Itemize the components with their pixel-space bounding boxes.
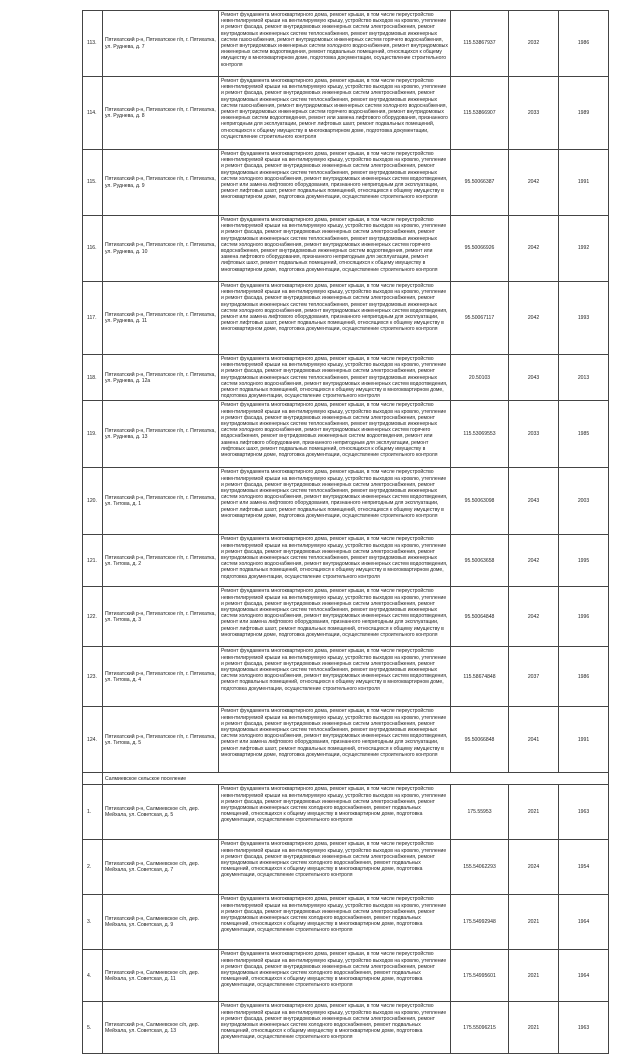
cost-cell: 115.53069553	[451, 401, 509, 468]
table-row	[83, 11, 609, 77]
row-number: 4.	[83, 950, 103, 1002]
address-cell: Пятихатский р-н, Пятихатское г/п, г. Пятихатка, ул. Руднева, д. 8	[103, 77, 219, 150]
table-row	[83, 1002, 609, 1054]
row-number: 117.	[83, 282, 103, 355]
row-number: 116.	[83, 216, 103, 282]
table-row	[83, 895, 609, 950]
works-cell: Ремонт фундамента многоквартирного дома, ремонт крыши, в том числе переустройство невентилируемой крыши на вентилируемую крышу, устройство выходов на кровлю, утепление и ремонт фасада, ремонт внутридомовых инженерных систем электроснабжения, ремонт внутридомовых инженерных систем теплоснабжения, ремонт внутридомовых инженерных систем холодного водоснабжения, ремонт внутридомовых инженерных систем водоотведения, ремонт подвальных помещений, относящихся к общему имуществу в многоквартирном доме, подготовка документации, осуществление строительного контроля	[219, 535, 451, 587]
repair-year-cell: 2021	[509, 950, 559, 1002]
address-cell: Пятихатский р-н, Салмиевское с/п, дер. Мейхала, ул. Советская, д. 11	[103, 950, 219, 1002]
works-cell: Ремонт фундамента многоквартирного дома, ремонт крыши, в том числе переустройство невентилируемой крыши на вентилируемую крышу, устройство выходов на кровлю, утепление и ремонт фасада, ремонт внутридомовых инженерных систем электроснабжения, ремонт внутридомовых инженерных систем холодного водоснабжения, ремонт подвальных помещений, относящихся к общему имуществу в многоквартирном доме, подготовка документации, осуществление строительного контроля	[219, 895, 451, 950]
section-header-row	[83, 773, 609, 785]
table-body-salmievskoe	[83, 785, 609, 1054]
build-year-cell: 2013	[559, 355, 609, 401]
works-cell: Ремонт фундамента многоквартирного дома, ремонт крыши, в том числе переустройство невентилируемой крыши на вентилируемую крышу, устройство выходов на кровлю, утепление и ремонт фасада, ремонт внутридомовых инженерных систем электроснабжения, ремонт внутридомовых инженерных систем теплоснабжения, ремонт внутридомовых инженерных систем холодного водоснабжения, ремонт внутридомовых инженерных систем горячего водоснабжения, ремонт внутридомовых инженерных систем водоотведения, ремонт или замена лифтового оборудования, признанного непригодным для эксплуатации, ремонт лифтовых шахт, ремонт подвальных помещений, относящихся к общему имуществу в многоквартирном доме, подготовка документации, осуществление строительного контроля	[219, 401, 451, 468]
table-body-pyatikhatka-b	[83, 587, 609, 773]
build-year-cell: 1964	[559, 950, 609, 1002]
repair-year-cell: 2021	[509, 895, 559, 950]
section-title: Салмиевское сельское поселение	[103, 773, 609, 785]
address-cell: Пятихатский р-н, Пятихатское г/п, г. Пятихатка, ул. Титова, д. 3	[103, 587, 219, 647]
repair-year-cell: 2021	[509, 785, 559, 840]
cost-cell: 175.54992948	[451, 895, 509, 950]
table-row	[83, 840, 609, 895]
capital-repair-table	[82, 10, 609, 1054]
cost-cell: 95.50063658	[451, 535, 509, 587]
cost-cell: 95.50067117	[451, 282, 509, 355]
row-number: 3.	[83, 895, 103, 950]
table-body-pyatikhatka-a	[83, 11, 609, 587]
works-cell: Ремонт фундамента многоквартирного дома, ремонт крыши, в том числе переустройство невентилируемой крыши на вентилируемую крышу, устройство выходов на кровлю, утепление и ремонт фасада, ремонт внутридомовых инженерных систем электроснабжения, ремонт внутридомовых инженерных систем теплоснабжения, ремонт внутридомовых инженерных систем холодного водоснабжения, ремонт внутридомовых инженерных систем водоотведения, ремонт или замена лифтового оборудования, признанного непригодным для эксплуатации, ремонт лифтовых шахт, ремонт подвальных помещений, относящихся к общему имуществу в многоквартирном доме, подготовка документации, осуществление строительного контроля	[219, 707, 451, 773]
document-page	[82, 10, 608, 1054]
cost-cell: 95.50066387	[451, 150, 509, 216]
repair-year-cell: 2042	[509, 282, 559, 355]
repair-year-cell: 2043	[509, 468, 559, 535]
works-cell: Ремонт фундамента многоквартирного дома, ремонт крыши, в том числе переустройство невентилируемой крыши на вентилируемую крышу, устройство выходов на кровлю, утепление и ремонт фасада, ремонт внутридомовых инженерных систем электроснабжения, ремонт внутридомовых инженерных систем холодного водоснабжения, ремонт подвальных помещений, относящихся к общему имуществу в многоквартирном доме, подготовка документации, осуществление строительного контроля	[219, 1002, 451, 1054]
row-number: 2.	[83, 840, 103, 895]
works-cell: Ремонт фундамента многоквартирного дома, ремонт крыши, в том числе переустройство невентилируемой крыши на вентилируемую крышу, устройство выходов на кровлю, утепление и ремонт фасада, ремонт внутридомовых инженерных систем электроснабжения, ремонт внутридомовых инженерных систем теплоснабжения, ремонт внутридомовых инженерных систем холодного водоснабжения, ремонт внутридомовых инженерных систем горячего водоснабжения, ремонт внутридомовых инженерных систем водоотведения, ремонт или замена лифтового оборудования, признанного непригодным для эксплуатации, ремонт лифтовых шахт, ремонт подвальных помещений, относящихся к общему имуществу в многоквартирном доме, подготовка документации, осуществление строительного контроля	[219, 216, 451, 282]
repair-year-cell: 2037	[509, 647, 559, 707]
address-cell: Пятихатский р-н, Салмиевское с/п, дер. Мейхала, ул. Советская, д. 9	[103, 895, 219, 950]
repair-year-cell: 2033	[509, 401, 559, 468]
build-year-cell: 1954	[559, 840, 609, 895]
cost-cell: 95.50063098	[451, 468, 509, 535]
repair-year-cell: 2042	[509, 587, 559, 647]
build-year-cell: 1986	[559, 647, 609, 707]
build-year-cell: 1963	[559, 1002, 609, 1054]
cost-cell: 95.50066848	[451, 707, 509, 773]
address-cell: Пятихатский р-н, Пятихатское г/п, г. Пятихатка, ул. Руднева, д. 10	[103, 216, 219, 282]
row-number: 115.	[83, 150, 103, 216]
cost-cell: 20.50103	[451, 355, 509, 401]
repair-year-cell: 2021	[509, 1002, 559, 1054]
address-cell: Пятихатский р-н, Пятихатское г/п, г. Пятихатка, ул. Руднева, д. 12а	[103, 355, 219, 401]
section-header-num-cell	[83, 773, 103, 785]
address-cell: Пятихатский р-н, Пятихатское г/п, г. Пятихатка, ул. Титова, д. 4	[103, 647, 219, 707]
works-cell: Ремонт фундамента многоквартирного дома, ремонт крыши, в том числе переустройство невентилируемой крыши на вентилируемую крышу, устройство выходов на кровлю, утепление и ремонт фасада, ремонт внутридомовых инженерных систем электроснабжения, ремонт внутридомовых инженерных систем холодного водоснабжения, ремонт подвальных помещений, относящихся к общему имуществу в многоквартирном доме, подготовка документации, осуществление строительного контроля	[219, 950, 451, 1002]
table-row	[83, 785, 609, 840]
table-row	[83, 587, 609, 647]
build-year-cell: 1964	[559, 895, 609, 950]
address-cell: Пятихатский р-н, Пятихатское г/п, г. Пятихатка, ул. Титова, д. 1	[103, 468, 219, 535]
address-cell: Пятихатский р-н, Пятихатское г/п, г. Пятихатка, ул. Руднева, д. 9	[103, 150, 219, 216]
works-cell: Ремонт фундамента многоквартирного дома, ремонт крыши, в том числе переустройство невентилируемой крыши на вентилируемую крышу, устройство выходов на кровлю, утепление и ремонт фасада, ремонт внутридомовых инженерных систем электроснабжения, ремонт внутридомовых инженерных систем теплоснабжения, ремонт внутридомовых инженерных систем холодного водоснабжения, ремонт внутридомовых инженерных систем водоотведения, ремонт или замена лифтового оборудования, признанного непригодным для эксплуатации, ремонт лифтовых шахт, ремонт подвальных помещений, относящихся к общему имуществу в многоквартирном доме, подготовка документации, осуществление строительного контроля	[219, 282, 451, 355]
row-number: 121.	[83, 535, 103, 587]
build-year-cell: 1985	[559, 401, 609, 468]
cost-cell: 175.55953	[451, 785, 509, 840]
table-row	[83, 216, 609, 282]
build-year-cell: 1991	[559, 150, 609, 216]
repair-year-cell: 2042	[509, 216, 559, 282]
repair-year-cell: 2043	[509, 355, 559, 401]
build-year-cell: 1996	[559, 587, 609, 647]
build-year-cell: 1986	[559, 11, 609, 77]
works-cell: Ремонт фундамента многоквартирного дома, ремонт крыши, в том числе переустройство невентилируемой крыши на вентилируемую крышу, устройство выходов на кровлю, утепление и ремонт фасада, ремонт внутридомовых инженерных систем электроснабжения, ремонт внутридомовых инженерных систем теплоснабжения, ремонт внутридомовых инженерных систем газоснабжения, ремонт внутридомовых инженерных систем холодного водоснабжения, ремонт внутридомовых инженерных систем горячего водоснабжения, ремонт внутридомовых инженерных систем водоотведения, ремонт или замена лифтового оборудования, признанного непригодным для эксплуатации, ремонт лифтовых шахт, ремонт подвальных помещений, относящихся к общему имуществу в многоквартирном доме, подготовка документации, осуществление строительного контроля	[219, 77, 451, 150]
address-cell: Пятихатский р-н, Пятихатское г/п, г. Пятихатка, ул. Руднева, д. 13	[103, 401, 219, 468]
address-cell: Пятихатский р-н, Салмиевское с/п, дер. Мейхала, ул. Советская, д. 5	[103, 785, 219, 840]
row-number: 119.	[83, 401, 103, 468]
row-number: 113.	[83, 11, 103, 77]
cost-cell: 175.54995601	[451, 950, 509, 1002]
cost-cell: 115.58674848	[451, 647, 509, 707]
build-year-cell: 2003	[559, 468, 609, 535]
row-number: 123.	[83, 647, 103, 707]
build-year-cell: 1963	[559, 785, 609, 840]
works-cell: Ремонт фундамента многоквартирного дома, ремонт крыши, в том числе переустройство невентилируемой крыши на вентилируемую крышу, устройство выходов на кровлю, утепление и ремонт фасада, ремонт внутридомовых инженерных систем электроснабжения, ремонт внутридомовых инженерных систем холодного водоснабжения, ремонт подвальных помещений, относящихся к общему имуществу в многоквартирном доме, подготовка документации, осуществление строительного контроля	[219, 785, 451, 840]
repair-year-cell: 2042	[509, 150, 559, 216]
row-number: 118.	[83, 355, 103, 401]
table-row	[83, 77, 609, 150]
build-year-cell: 1992	[559, 216, 609, 282]
works-cell: Ремонт фундамента многоквартирного дома, ремонт крыши, в том числе переустройство невентилируемой крыши на вентилируемую крышу, устройство выходов на кровлю, утепление и ремонт фасада, ремонт внутридомовых инженерных систем электроснабжения, ремонт внутридомовых инженерных систем теплоснабжения, ремонт внутридомовых инженерных систем холодного водоснабжения, ремонт внутридомовых инженерных систем водоотведения, ремонт подвальных помещений, относящихся к общему имуществу в многоквартирном доме, подготовка документации, осуществление строительного контроля	[219, 647, 451, 707]
address-cell: Пятихатский р-н, Пятихатское г/п, г. Пятихатка, ул. Руднева, д. 11	[103, 282, 219, 355]
table-row	[83, 950, 609, 1002]
build-year-cell: 1995	[559, 535, 609, 587]
table-row	[83, 468, 609, 535]
cost-cell: 175.55096215	[451, 1002, 509, 1054]
table-row	[83, 150, 609, 216]
table-row	[83, 282, 609, 355]
build-year-cell: 1993	[559, 282, 609, 355]
row-number: 114.	[83, 77, 103, 150]
row-number: 5.	[83, 1002, 103, 1054]
address-cell: Пятихатский р-н, Пятихатское г/п, г. Пятихатка, ул. Руднева, д. 7	[103, 11, 219, 77]
works-cell: Ремонт фундамента многоквартирного дома, ремонт крыши, в том числе переустройство невентилируемой крыши на вентилируемую крышу, устройство выходов на кровлю, утепление и ремонт фасада, ремонт внутридомовых инженерных систем электроснабжения, ремонт внутридомовых инженерных систем теплоснабжения, ремонт внутридомовых инженерных систем холодного водоснабжения, ремонт внутридомовых инженерных систем водоотведения, ремонт или замена лифтового оборудования, признанного непригодным для эксплуатации, ремонт лифтовых шахт, ремонт подвальных помещений, относящихся к общему имуществу в многоквартирном доме, подготовка документации, осуществление строительного контроля	[219, 468, 451, 535]
cost-cell: 95.50064848	[451, 587, 509, 647]
works-cell: Ремонт фундамента многоквартирного дома, ремонт крыши, в том числе переустройство невентилируемой крыши на вентилируемую крышу, устройство выходов на кровлю, утепление и ремонт фасада, ремонт внутридомовых инженерных систем электроснабжения, ремонт внутридомовых инженерных систем теплоснабжения, ремонт внутридомовых инженерных систем холодного водоснабжения, ремонт внутридомовых инженерных систем водоотведения, ремонт подвальных помещений, относящихся к общему имуществу в многоквартирном доме, подготовка документации, осуществление строительного контроля	[219, 355, 451, 401]
table-row	[83, 707, 609, 773]
table-row	[83, 647, 609, 707]
row-number: 1.	[83, 785, 103, 840]
table-row	[83, 401, 609, 468]
row-number: 124.	[83, 707, 103, 773]
section-header-group	[83, 773, 609, 785]
cost-cell: 155.54062293	[451, 840, 509, 895]
table-row	[83, 355, 609, 401]
repair-year-cell: 2032	[509, 11, 559, 77]
build-year-cell: 1991	[559, 707, 609, 773]
cost-cell: 95.50066926	[451, 216, 509, 282]
works-cell: Ремонт фундамента многоквартирного дома, ремонт крыши, в том числе переустройство невентилируемой крыши на вентилируемую крышу, устройство выходов на кровлю, утепление и ремонт фасада, ремонт внутридомовых инженерных систем электроснабжения, ремонт внутридомовых инженерных систем холодного водоснабжения, ремонт подвальных помещений, относящихся к общему имуществу в многоквартирном доме, подготовка документации, осуществление строительного контроля	[219, 840, 451, 895]
works-cell: Ремонт фундамента многоквартирного дома, ремонт крыши, в том числе переустройство невентилируемой крыши на вентилируемую крышу, устройство выходов на кровлю, утепление и ремонт фасада, ремонт внутридомовых инженерных систем электроснабжения, ремонт внутридомовых инженерных систем теплоснабжения, ремонт внутридомовых инженерных систем холодного водоснабжения, ремонт внутридомовых инженерных систем водоотведения, ремонт или замена лифтового оборудования, признанного непригодным для эксплуатации, ремонт лифтовых шахт, ремонт подвальных помещений, относящихся к общему имуществу в многоквартирном доме, подготовка документации, осуществление строительного контроля	[219, 150, 451, 216]
row-number: 120.	[83, 468, 103, 535]
cost-cell: 115.53867937	[451, 11, 509, 77]
build-year-cell: 1989	[559, 77, 609, 150]
address-cell: Пятихатский р-н, Пятихатское г/п, г. Пятихатка, ул. Титова, д. 2	[103, 535, 219, 587]
repair-year-cell: 2041	[509, 707, 559, 773]
row-number: 122.	[83, 587, 103, 647]
repair-year-cell: 2042	[509, 535, 559, 587]
table-row	[83, 535, 609, 587]
address-cell: Пятихатский р-н, Пятихатское г/п, г. Пятихатка, ул. Титова, д. 5	[103, 707, 219, 773]
works-cell: Ремонт фундамента многоквартирного дома, ремонт крыши, в том числе переустройство невентилируемой крыши на вентилируемую крышу, устройство выходов на кровлю, утепление и ремонт фасада, ремонт внутридомовых инженерных систем электроснабжения, ремонт внутридомовых инженерных систем теплоснабжения, ремонт внутридомовых инженерных систем холодного водоснабжения, ремонт внутридомовых инженерных систем водоотведения, ремонт или замена лифтового оборудования, признанного непригодным для эксплуатации, ремонт лифтовых шахт, ремонт подвальных помещений, относящихся к общему имуществу в многоквартирном доме, подготовка документации, осуществление строительного контроля	[219, 587, 451, 647]
repair-year-cell: 2033	[509, 77, 559, 150]
repair-year-cell: 2024	[509, 840, 559, 895]
address-cell: Пятихатский р-н, Салмиевское с/п, дер. Мейхала, ул. Советская, д. 7	[103, 840, 219, 895]
cost-cell: 115.53866907	[451, 77, 509, 150]
address-cell: Пятихатский р-н, Салмиевское с/п, дер. Мейхала, ул. Советская, д. 13	[103, 1002, 219, 1054]
works-cell: Ремонт фундамента многоквартирного дома, ремонт крыши, в том числе переустройство невентилируемой крыши на вентилируемую крышу, устройство выходов на кровлю, утепление и ремонт фасада, ремонт внутридомовых инженерных систем электроснабжения, ремонт внутридомовых инженерных систем теплоснабжения, ремонт внутридомовых инженерных систем газоснабжения, ремонт внутридомовых инженерных систем горячего водоснабжения, ремонт внутридомовых инженерных систем холодного водоснабжения, ремонт внутридомовых инженерных систем водоотведения, ремонт подвальных помещений, относящихся к общему имуществу в многоквартирном доме, подготовка документации, осуществление строительного контроля	[219, 11, 451, 77]
